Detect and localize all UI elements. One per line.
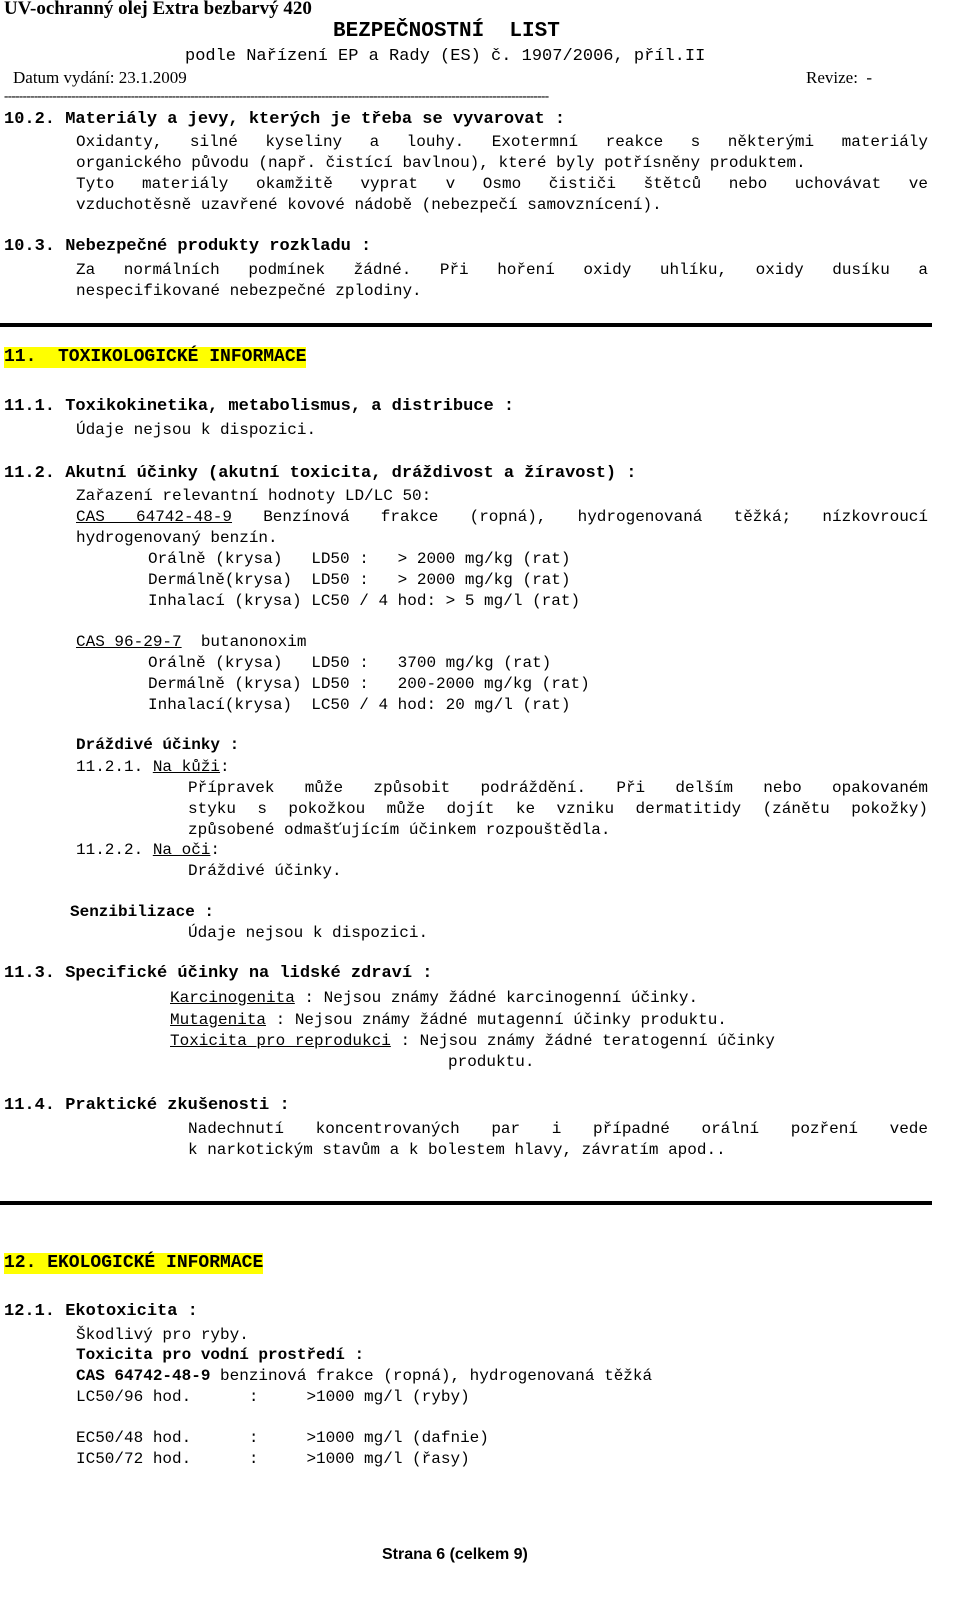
section-12-heading: 12. EKOLOGICKÉ INFORMACE xyxy=(4,1253,264,1273)
s10-2-line-3: Tyto materiály okamžitě vyprat v Osmo čističi štětců nebo uchovávat ve xyxy=(76,175,928,193)
document-title: BEZPEČNOSTNÍ LIST xyxy=(333,20,560,43)
cas1-number: CAS 64742-48-9 xyxy=(76,508,233,526)
s12-cas-description: benzinová frakce (ropná), hydrogenovaná těžká xyxy=(210,1367,653,1385)
sensitization-text: Údaje nejsou k dispozici. xyxy=(188,924,429,942)
section-10-2-heading: 10.2. Materiály a jevy, kterých je třeba se vyvarovat : xyxy=(4,110,566,129)
s12-cas-line xyxy=(76,1366,652,1387)
eye-text: Dráždivé účinky. xyxy=(188,862,342,880)
s12-1-text: Škodlivý pro ryby. xyxy=(76,1326,249,1344)
s10-3-line-1: Za normálních podmínek žádné. Při hoření oxidy uhlíku, oxidy dusíku a xyxy=(76,261,928,279)
section-divider-2 xyxy=(0,1201,932,1205)
section-11-3-heading: 11.3. Specifické účinky na lidské zdraví : xyxy=(4,964,433,983)
irritation-heading: Dráždivé účinky : xyxy=(76,736,240,754)
cas2-number: CAS 96-29-7 xyxy=(76,633,182,651)
cas1-description-2: hydrogenovaný benzín. xyxy=(76,529,278,547)
cas2-line xyxy=(76,632,306,653)
cas1-line xyxy=(76,507,928,528)
issue-date: Datum vydání: 23.1.2009 xyxy=(13,68,187,87)
reproduction-label: Toxicita pro reprodukci xyxy=(170,1032,391,1050)
regulation-line: podle Nařízení EP a Rady (ES) č. 1907/2006, příl.II xyxy=(185,47,706,66)
eye-colon: : xyxy=(210,841,221,859)
tox-row-lc50: LC50/96 hod. : >1000 mg/l (ryby) xyxy=(76,1388,470,1406)
s10-2-line-2: organického původu (např. čistící bavlnou), které byly potřísněny produktem. xyxy=(76,154,806,172)
cas1-description: Benzínová frakce (ropná), hydrogenovaná těžká; nízkovroucí xyxy=(232,508,929,526)
s11-4-line-2: k narkotickým stavům a k bolestem hlavy, závratím apod.. xyxy=(188,1141,726,1159)
product-name: UV-ochranný olej Extra bezbarvý 420 xyxy=(4,0,312,19)
reproduction-line xyxy=(170,1031,775,1052)
tox-row-ec50: EC50/48 hod. : >1000 mg/l (dafnie) xyxy=(76,1429,489,1447)
cas2-row-dermal: Dermálně (krysa) LD50 : 200-2000 mg/kg (rat) xyxy=(148,675,590,693)
tox-row-ic50: IC50/72 hod. : >1000 mg/l (řasy) xyxy=(76,1450,470,1468)
s12-cas-number: CAS 64742-48-9 xyxy=(76,1367,211,1385)
s10-2-line-4: vzduchotěsně uzavřené kovové nádobě (nebezpečí samovznícení). xyxy=(76,196,662,214)
section-divider xyxy=(0,323,932,327)
section-11-4-heading: 11.4. Praktické zkušenosti : xyxy=(4,1096,290,1115)
aquatic-toxicity-heading: Toxicita pro vodní prostředí : xyxy=(76,1346,365,1364)
section-11-1-heading: 11.1. Toxikokinetika, metabolismus, a distribuce : xyxy=(4,397,515,416)
section-10-3-heading: 10.3. Nebezpečné produkty rozkladu : xyxy=(4,237,372,256)
s10-2-line-1: Oxidanty, silné kyseliny a louhy. Exotermní reakce s některými materiály xyxy=(76,133,928,151)
sensitization-heading: Senzibilizace : xyxy=(70,903,215,921)
skin-line-1: Přípravek může způsobit podráždění. Při delším nebo opakovaném xyxy=(188,779,928,797)
s11-2-intro: Zařazení relevantní hodnoty LD/LC 50: xyxy=(76,487,432,505)
skin-line-3: způsobené odmašťujícím účinkem rozpouštědla. xyxy=(188,821,611,839)
section-11-2-heading: 11.2. Akutní účinky (akutní toxicita, dráždivost a žíravost) : xyxy=(4,464,637,483)
skin-label: Na kůži xyxy=(152,758,221,776)
mutagenicity-text: : Nejsou známy žádné mutagenní účinky produktu. xyxy=(266,1011,727,1029)
carcinogenicity-label: Karcinogenita xyxy=(170,989,295,1007)
s10-3-line-2: nespecifikované nebezpečné zplodiny. xyxy=(76,282,422,300)
header-separator: -------------------------------------------------------------------------------------------------------------------------------------------------- xyxy=(4,88,549,103)
cas2-row-oral: Orálně (krysa) LD50 : 3700 mg/kg (rat) xyxy=(148,654,552,672)
carcinogenicity-text: : Nejsou známy žádné karcinogenní účinky. xyxy=(294,989,699,1007)
eye-number: 11.2.2. xyxy=(76,841,153,859)
s11-4-line-1: Nadechnutí koncentrovaných par i případné orální pozření vede xyxy=(188,1120,928,1138)
skin-line-2: styku s pokožkou může dojít ke vzniku dermatitidy (zánětu pokožky) xyxy=(188,800,928,818)
revision: Revize: - xyxy=(806,68,873,87)
page-number: Strana 6 (celkem 9) xyxy=(382,1546,528,1563)
carcinogenicity-line xyxy=(170,988,698,1009)
cas1-row-dermal: Dermálně(krysa) LD50 : > 2000 mg/kg (rat) xyxy=(148,571,571,589)
eye-subheading xyxy=(76,840,220,861)
skin-colon: : xyxy=(220,758,230,776)
mutagenicity-line xyxy=(170,1010,727,1031)
skin-subheading xyxy=(76,757,230,778)
eye-label: Na oči xyxy=(152,841,211,859)
cas1-row-oral: Orálně (krysa) LD50 : > 2000 mg/kg (rat) xyxy=(148,550,571,568)
cas1-row-inhal: Inhalací (krysa) LC50 / 4 hod: > 5 mg/l (rat) xyxy=(148,592,581,610)
mutagenicity-label: Mutagenita xyxy=(170,1011,267,1029)
s11-1-text: Údaje nejsou k dispozici. xyxy=(76,421,317,439)
section-12-1-heading: 12.1. Ekotoxicita : xyxy=(4,1302,198,1321)
reproduction-text: : Nejsou známy žádné teratogenní účinky xyxy=(390,1032,775,1050)
cas2-description: butanonoxim xyxy=(181,633,307,651)
cas2-row-inhal: Inhalací(krysa) LC50 / 4 hod: 20 mg/l (rat) xyxy=(148,696,571,714)
reproduction-line-2: produktu. xyxy=(448,1053,535,1071)
skin-number: 11.2.1. xyxy=(76,758,153,776)
section-11-heading: 11. TOXIKOLOGICKÉ INFORMACE xyxy=(4,347,307,367)
